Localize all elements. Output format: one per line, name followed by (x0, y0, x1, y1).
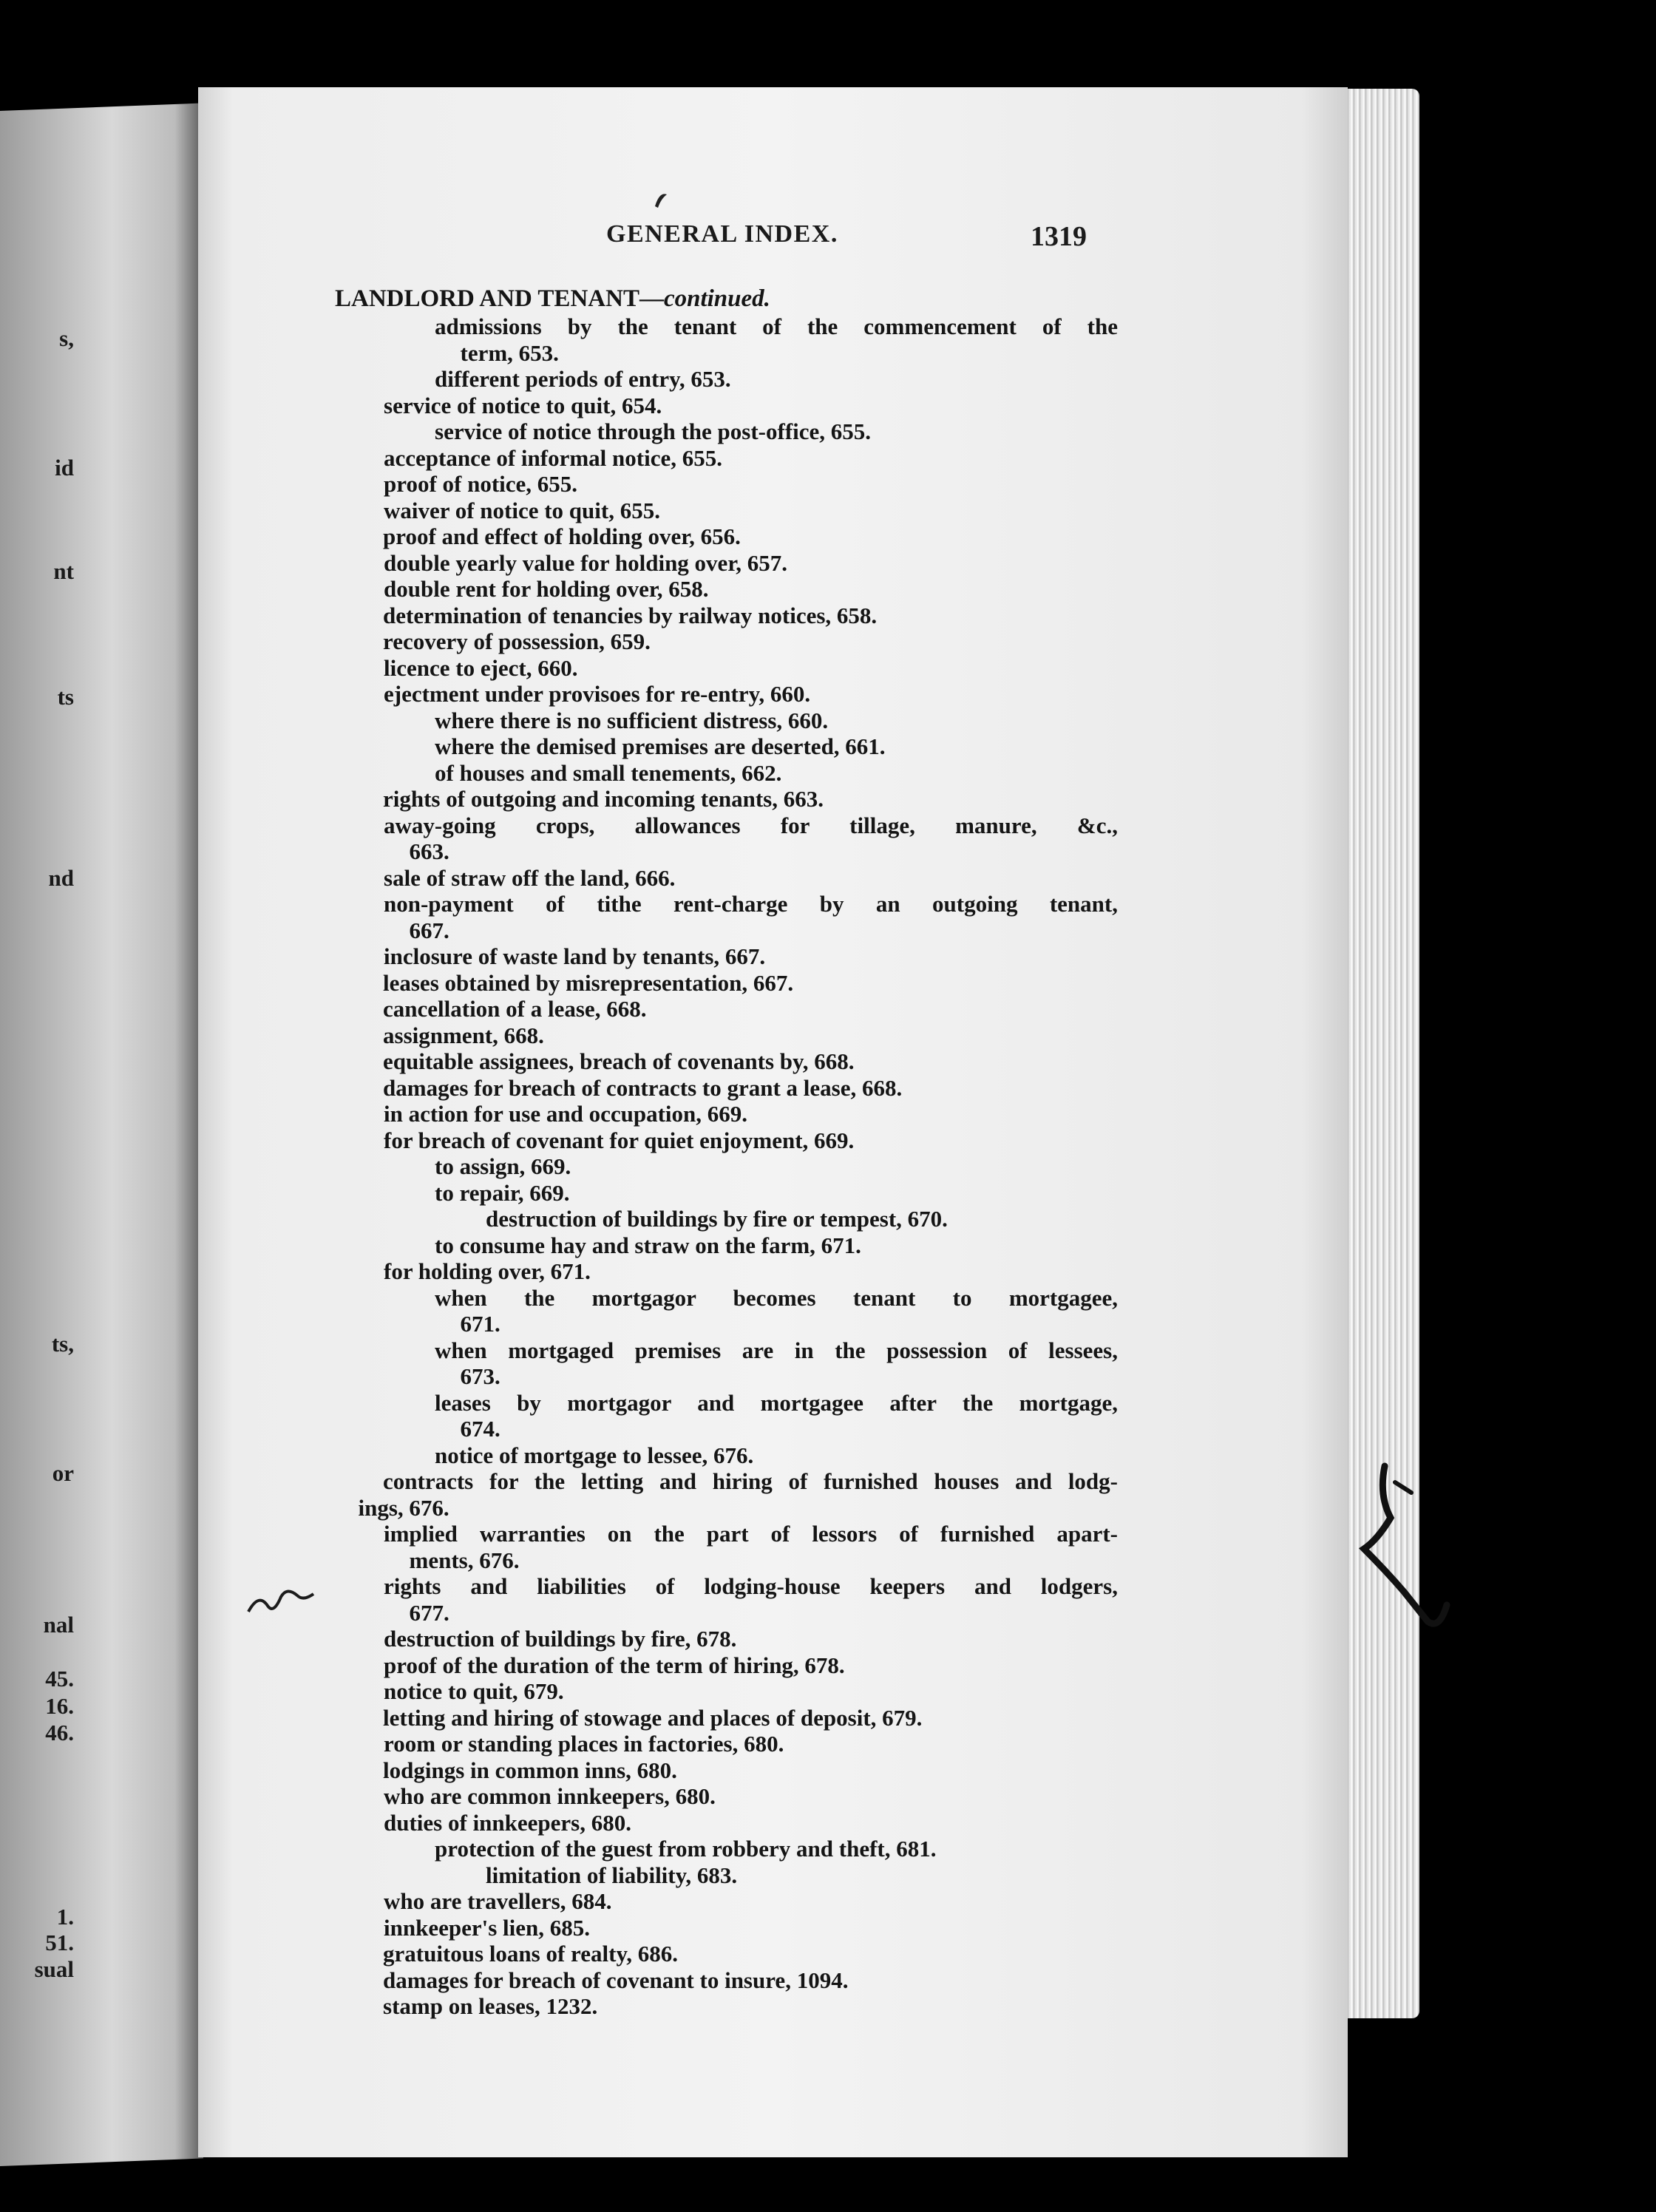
index-entry: term, 653. (460, 339, 559, 366)
index-entry: duties of innkeepers, 680. (384, 1809, 631, 1836)
index-heading (335, 285, 770, 313)
facing-page-fragment: 51. (45, 1930, 74, 1955)
index-entry: 677. (409, 1599, 449, 1626)
facing-page-fragment: nt (53, 558, 74, 584)
facing-page-fragment: nal (43, 1612, 74, 1638)
index-entry: room or standing places in factories, 680. (384, 1731, 784, 1757)
index-entry: service of notice through the post-office, 655. (435, 418, 872, 444)
index-entry: for holding over, 671. (384, 1258, 591, 1284)
index-entry: damages for breach of contracts to grant a lease, 668. (383, 1074, 903, 1101)
index-entry: innkeeper's lien, 685. (384, 1914, 591, 1941)
index-entry: service of notice to quit, 654. (384, 392, 662, 418)
page-stack-edge (1338, 89, 1419, 2018)
index-entry: in action for use and occupation, 669. (384, 1101, 748, 1127)
index-entry: admissions by the tenant of the commencement of the (435, 313, 1118, 339)
ink-flourish-icon (651, 189, 673, 211)
index-entry: of houses and small tenements, 662. (435, 759, 782, 786)
facing-page-fragment: s, (59, 325, 74, 351)
index-entry: cancellation of a lease, 668. (383, 996, 647, 1022)
index-entry: non-payment of tithe rent-charge by an outgoing tenant, (384, 891, 1118, 917)
facing-page-fragment: ts (57, 684, 74, 710)
index-entry: protection of the guest from robbery and theft, 681. (435, 1836, 937, 1862)
facing-page-fragment: ts, (51, 1331, 74, 1357)
index-entry: ments, 676. (409, 1547, 520, 1573)
index-entry: notice to quit, 679. (384, 1678, 564, 1704)
index-entry: rights of outgoing and incoming tenants, 663. (383, 786, 824, 812)
index-entry: rights and liabilities of lodging-house keepers and lodgers, (384, 1573, 1118, 1599)
index-entry: double rent for holding over, 658. (384, 576, 709, 602)
index-entry: notice of mortgage to lessee, 676. (435, 1442, 754, 1468)
facing-page-fragment: sual (34, 1956, 74, 1982)
index-entry: 671. (460, 1311, 500, 1337)
index-entry: 663. (409, 838, 449, 864)
index-entry: leases by mortgagor and mortgagee after the mortgage, (435, 1389, 1118, 1416)
index-entry: when the mortgagor becomes tenant to mortgagee, (435, 1284, 1118, 1311)
index-entry: inclosure of waste land by tenants, 667. (384, 943, 766, 969)
facing-page-fragment: or (52, 1460, 74, 1486)
index-entry: double yearly value for holding over, 657. (384, 549, 787, 576)
index-entry: to consume hay and straw on the farm, 671. (435, 1232, 861, 1258)
index-entry: licence to eject, 660. (384, 654, 578, 681)
index-entry: determination of tenancies by railway notices, 658. (383, 602, 878, 628)
index-entry: destruction of buildings by fire, 678. (384, 1626, 737, 1652)
index-entry: proof of notice, 655. (384, 471, 578, 497)
index-entry: waiver of notice to quit, 655. (384, 497, 660, 523)
heading-continued: continued. (663, 285, 770, 312)
facing-page-fragment: 45. (45, 1666, 74, 1692)
index-entry: 673. (460, 1363, 500, 1389)
page-number: 1319 (1031, 221, 1087, 252)
index-entry: lodgings in common inns, 680. (383, 1757, 677, 1783)
facing-page-fragment: 16. (45, 1693, 74, 1719)
index-entry: for breach of covenant for quiet enjoyment, 669. (384, 1127, 855, 1153)
index-entry: away-going crops, allowances for tillage, manure, &c., (384, 812, 1118, 838)
index-entry: ejectment under provisoes for re-entry, 660. (384, 681, 811, 707)
index-entry: sale of straw off the land, 666. (384, 864, 676, 891)
index-entry: leases obtained by misrepresentation, 667. (383, 969, 794, 996)
facing-page-edge (0, 103, 203, 2166)
index-entry: implied warranties on the part of lessors of furnished apart- (384, 1521, 1118, 1547)
heading-title: LANDLORD AND TENANT— (335, 285, 664, 312)
running-title: GENERAL INDEX. (606, 220, 838, 248)
index-entry: where the demised premises are deserted, 661. (435, 733, 886, 759)
index-entry: assignment, 668. (383, 1022, 544, 1048)
index-entry: equitable assignees, breach of covenants by, 668. (383, 1048, 855, 1074)
index-entry: 674. (460, 1416, 500, 1442)
margin-scribble-icon (244, 1582, 325, 1619)
index-entry: contracts for the letting and hiring of furnished houses and lodg- (383, 1468, 1118, 1494)
index-entry: limitation of liability, 683. (486, 1862, 738, 1888)
index-entry: 667. (409, 917, 449, 943)
index-entry: to repair, 669. (435, 1179, 570, 1206)
index-entry: who are travellers, 684. (384, 1888, 612, 1914)
index-entry: different periods of entry, 653. (435, 366, 731, 392)
index-entry: proof and effect of holding over, 656. (383, 523, 741, 549)
edge-ink-mark-icon (1357, 1460, 1453, 1638)
index-entry: who are common innkeepers, 680. (384, 1783, 716, 1809)
facing-page-fragment: 1. (56, 1904, 74, 1930)
facing-page-fragment: 46. (45, 1720, 74, 1745)
index-entry: when mortgaged premises are in the possession of lessees, (435, 1337, 1118, 1363)
running-head (606, 220, 1087, 256)
index-entry: where there is no sufficient distress, 660. (435, 707, 829, 733)
index-entry: damages for breach of covenant to insure, 1094. (383, 1967, 849, 1993)
index-entry: stamp on leases, 1232. (383, 1993, 598, 2019)
index-entry: letting and hiring of stowage and places of deposit, 679. (383, 1704, 923, 1731)
index-entry: to assign, 669. (435, 1153, 571, 1179)
index-entry: proof of the duration of the term of hiring, 678. (384, 1652, 845, 1678)
index-entry: acceptance of informal notice, 655. (384, 444, 722, 471)
index-entry: destruction of buildings by fire or tempest, 670. (486, 1206, 948, 1232)
index-entry: gratuitous loans of realty, 686. (383, 1941, 678, 1967)
facing-page-fragment: nd (48, 865, 74, 891)
index-entry: ings, 676. (358, 1494, 449, 1521)
index-entry: recovery of possession, 659. (383, 628, 651, 654)
facing-page-fragment: id (55, 455, 74, 481)
